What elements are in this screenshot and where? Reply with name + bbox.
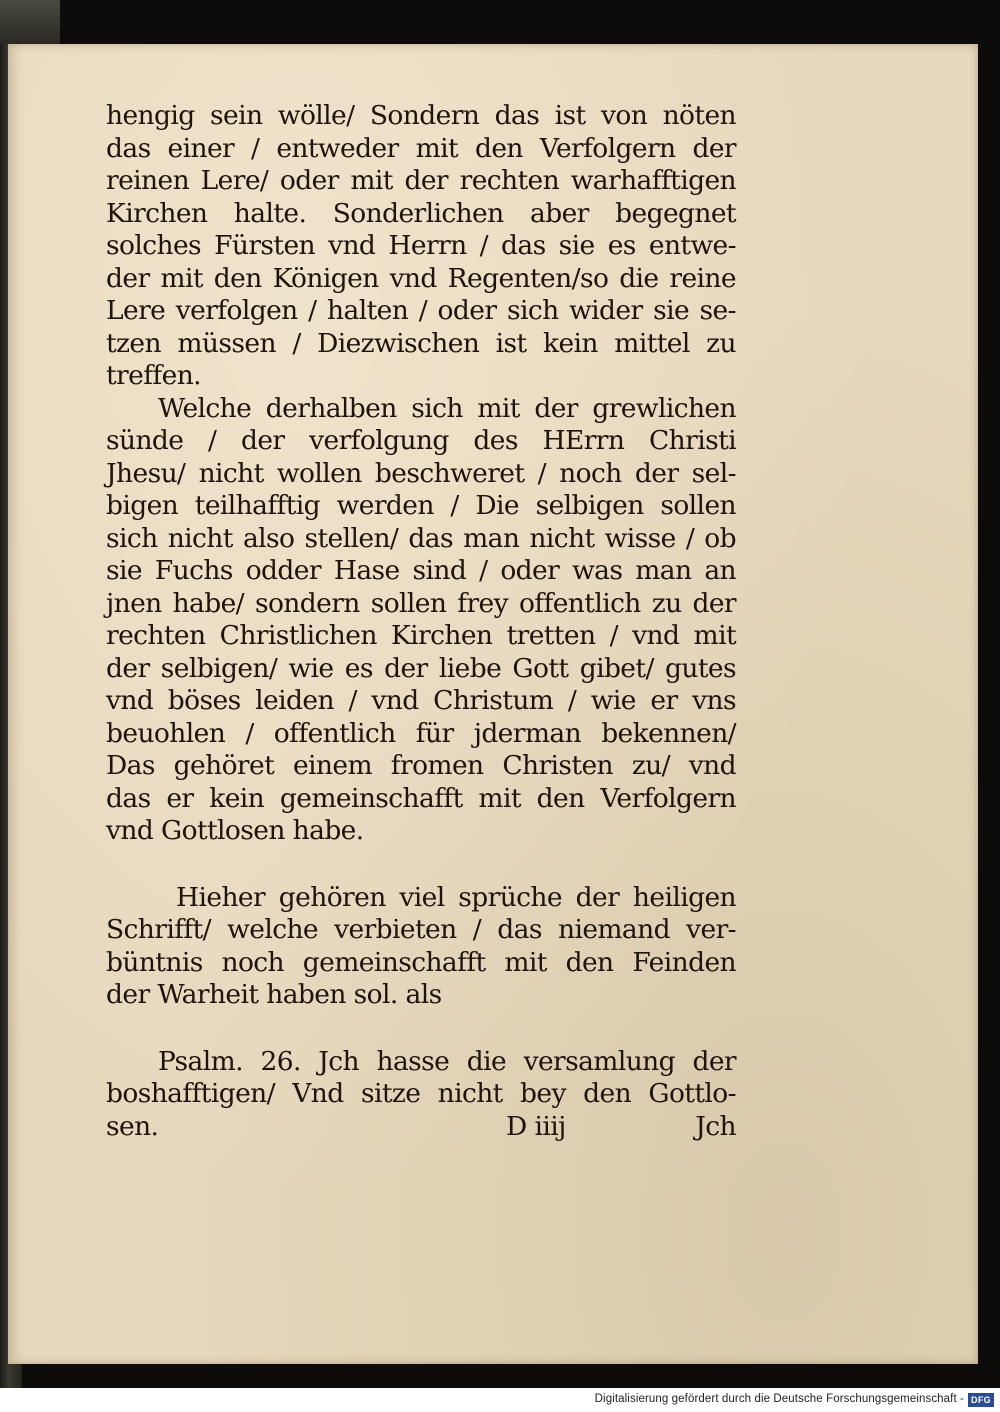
text-line: Psalm. 26. Jch hasse die versamlung der <box>158 1045 736 1077</box>
text-line: Das gehöret einem fromen Christen zu/ vnd <box>106 750 736 781</box>
text-line: beuohlen / offentlich für jderman bekennen/ <box>106 717 736 749</box>
last-word: sen. <box>106 1110 159 1142</box>
text-line: Jhesu/ nicht wollen beschweret / noch der sel- <box>106 457 736 489</box>
text-line: der selbigen/ wie es der liebe Gott gibet/ gutes <box>106 652 736 684</box>
text-line: das er kein gemeinschafft mit den Verfolgern <box>106 782 736 814</box>
text-line: sünde / der verfolgung des HErrn Christi <box>106 425 736 456</box>
text-line: der Warheit haben sol. als <box>106 979 442 1010</box>
text-line: Welche derhalben sich mit der grewlichen <box>158 392 736 424</box>
text-line: bigen teilhafftig werden / Die selbigen sollen <box>106 490 736 521</box>
page-text <box>106 100 736 1143</box>
page-footer-line <box>106 1111 736 1144</box>
paragraph-gap <box>106 1012 736 1046</box>
text-line: reinen Lere/ oder mit der rechten warhafftigen <box>106 165 736 196</box>
book-cover-corner <box>0 0 60 44</box>
attribution-bar <box>0 1388 1000 1412</box>
text-line: boshafftigen/ Vnd sitze nicht bey den Gottlo- <box>106 1078 736 1109</box>
text-line: das einer / entweder mit den Verfolgern der <box>106 132 736 164</box>
text-line: sie Fuchs odder Hase sind / oder was man an <box>106 555 736 586</box>
paragraph-4 <box>106 1046 736 1144</box>
text-line: jnen habe/ sondern sollen frey offentlich zu der <box>106 587 736 619</box>
text-line: tzen müssen / Diezwischen ist kein mittel zu <box>106 327 736 359</box>
text-line: Lere verfolgen / halten / oder sich wider sie se- <box>106 295 736 326</box>
book-page <box>8 44 978 1364</box>
text-line: sich nicht also stellen/ das man nicht wisse / ob <box>106 522 736 554</box>
text-line: rechten Christlichen Kirchen tretten / vnd mit <box>106 620 736 651</box>
paragraph-2 <box>106 393 736 848</box>
paragraph-gap <box>106 848 736 882</box>
text-line: vnd böses leiden / vnd Christum / wie er vns <box>106 685 736 716</box>
text-line: Schrifft/ welche verbieten / das niemand ver- <box>106 914 736 945</box>
attribution-text: Digitalisierung gefördert durch die Deutsche Forschungsgemeinschaft - <box>594 1393 964 1405</box>
dfg-logo-icon: DFG <box>968 1393 994 1407</box>
catchword: Jch <box>695 1110 736 1142</box>
text-line: vnd Gottlosen habe. <box>106 815 364 846</box>
paragraph-1 <box>106 100 736 393</box>
text-line: büntnis noch gemeinschafft mit den Feinden <box>106 946 736 978</box>
signature-mark: D iiij <box>506 1110 566 1142</box>
paragraph-3 <box>106 882 736 1012</box>
text-line: solches Fürsten vnd Herrn / das sie es entwe- <box>106 230 736 261</box>
text-line: der mit den Königen vnd Regenten/so die reine <box>106 262 736 294</box>
text-line: Kirchen halte. Sonderlichen aber begegnet <box>106 197 736 229</box>
text-line: hengig sein wölle/ Sondern das ist von nöten <box>106 100 736 131</box>
text-line: treffen. <box>106 360 201 391</box>
text-line: Hieher gehören viel sprüche der heiligen <box>176 881 736 913</box>
